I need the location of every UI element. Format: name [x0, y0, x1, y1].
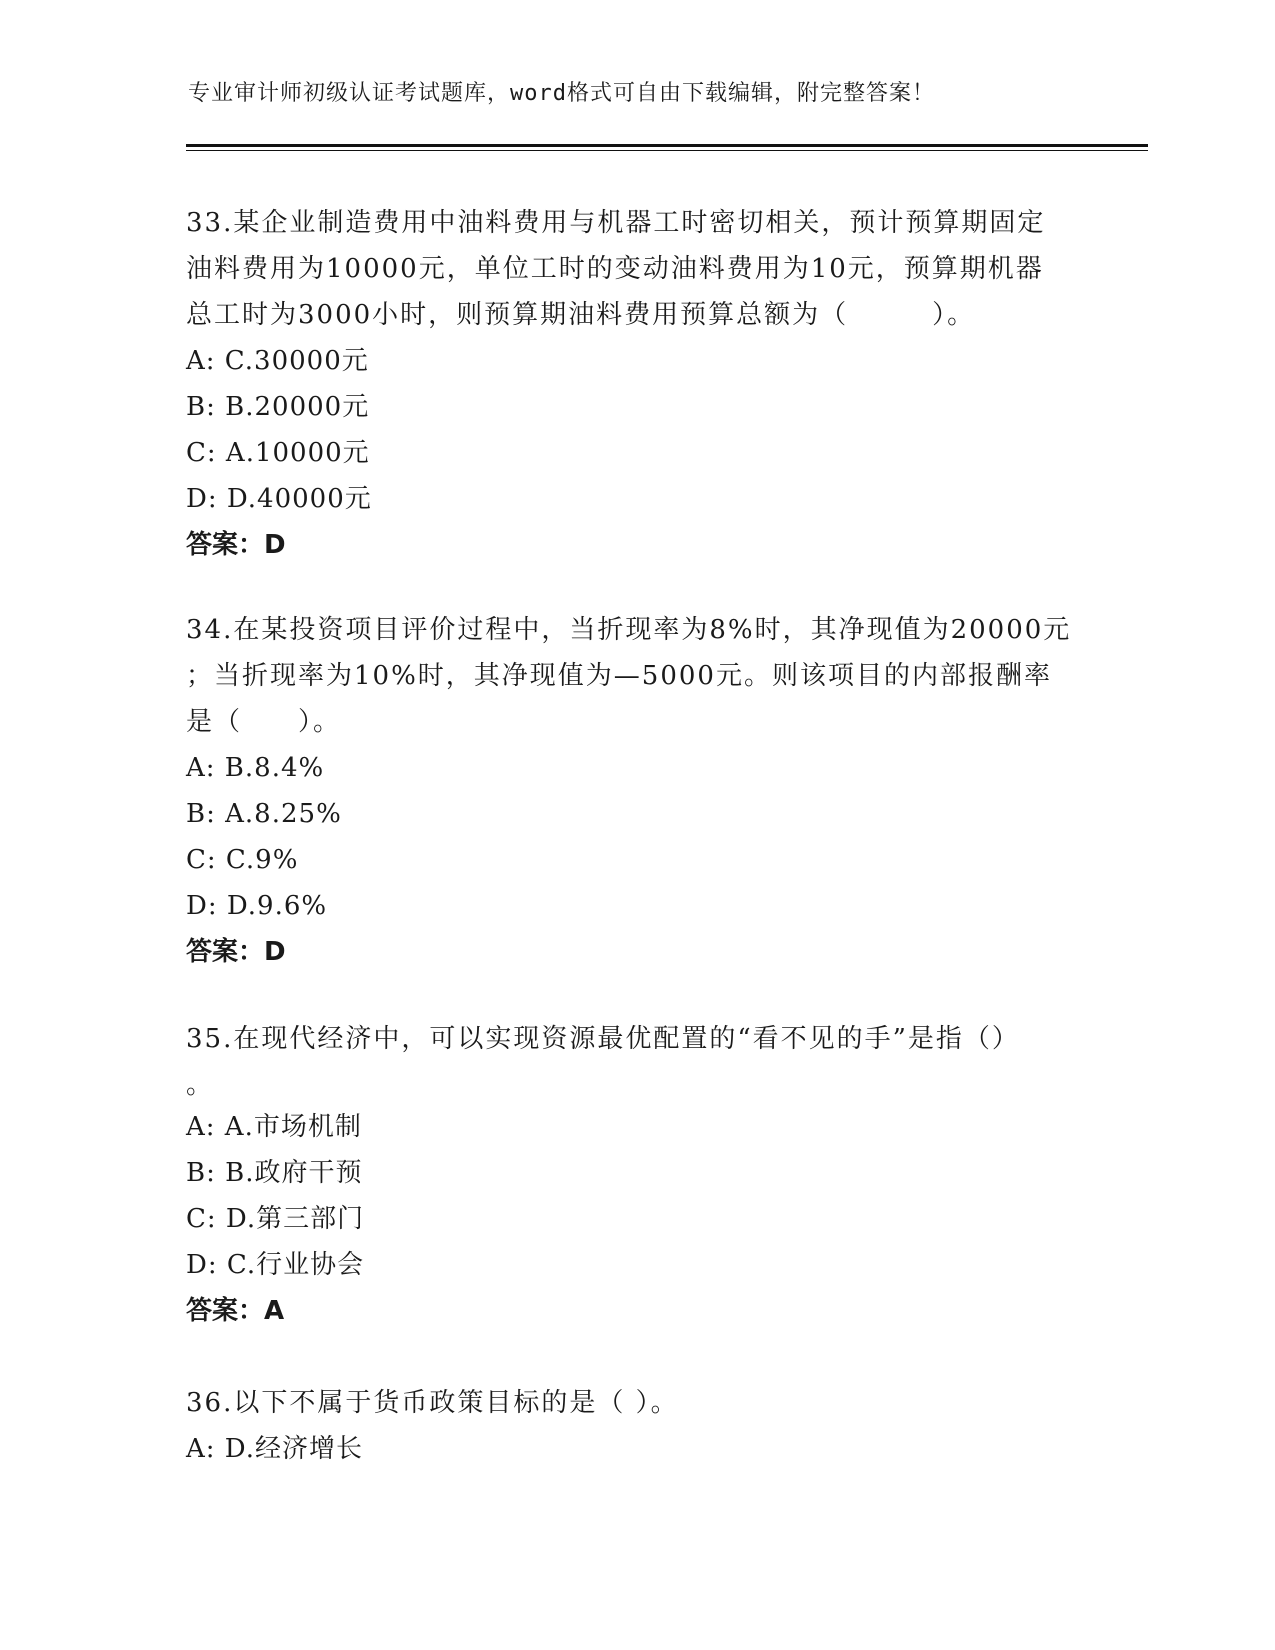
- question-text-line: ；当折现率为10%时，其净现值为—5000元。则该项目的内部报酬率: [186, 661, 1052, 691]
- question-text-line: 油料费用为10000元，单位工时的变动油料费用为10元，预算期机器: [186, 254, 1044, 284]
- question-34: [186, 607, 1086, 975]
- question-text-line: 33.某企业制造费用中油料费用与机器工时密切相关，预计预算期固定: [186, 208, 1046, 238]
- option-c: C: C.9%: [186, 845, 299, 875]
- option-a: A: C.30000元: [186, 346, 369, 376]
- page-header: 专业审计师初级认证考试题库，word格式可自由下载编辑，附完整答案！: [188, 81, 935, 106]
- option-b: B: B.政府干预: [186, 1158, 363, 1188]
- option-a: A: D.经济增长: [186, 1434, 363, 1464]
- answer-label: 答案：D: [186, 530, 286, 560]
- header-rule-thick: [186, 144, 1148, 147]
- question-text-line: 34.在某投资项目评价过程中，当折现率为8%时，其净现值为20000元: [186, 615, 1072, 645]
- question-33: [186, 200, 1086, 568]
- option-d: D: C.行业协会: [186, 1250, 365, 1280]
- option-c: C: A.10000元: [186, 438, 370, 468]
- option-b: B: A.8.25%: [186, 799, 342, 829]
- question-text-line: 36.以下不属于货币政策目标的是（ ）。: [186, 1388, 679, 1418]
- question-text-line: 总工时为3000小时，则预算期油料费用预算总额为（ ）。: [186, 300, 976, 330]
- option-d: D: D.9.6%: [186, 891, 328, 921]
- answer-label: 答案：D: [186, 937, 286, 967]
- option-d: D: D.40000元: [186, 484, 372, 514]
- option-a: A: A.市场机制: [186, 1112, 362, 1142]
- option-b: B: B.20000元: [186, 392, 370, 422]
- option-a: A: B.8.4%: [186, 753, 325, 783]
- question-36: [186, 1380, 1086, 1472]
- option-c: C: D.第三部门: [186, 1204, 365, 1234]
- question-text-line: 。: [186, 1070, 215, 1100]
- question-35: [186, 1016, 1086, 1334]
- answer-label: 答案：A: [186, 1296, 285, 1326]
- question-text-line: 是（ ）。: [186, 707, 342, 737]
- header-rule-thin: [186, 150, 1148, 151]
- question-text-line: 35.在现代经济中，可以实现资源最优配置的“看不见的手”是指（）: [186, 1024, 1020, 1054]
